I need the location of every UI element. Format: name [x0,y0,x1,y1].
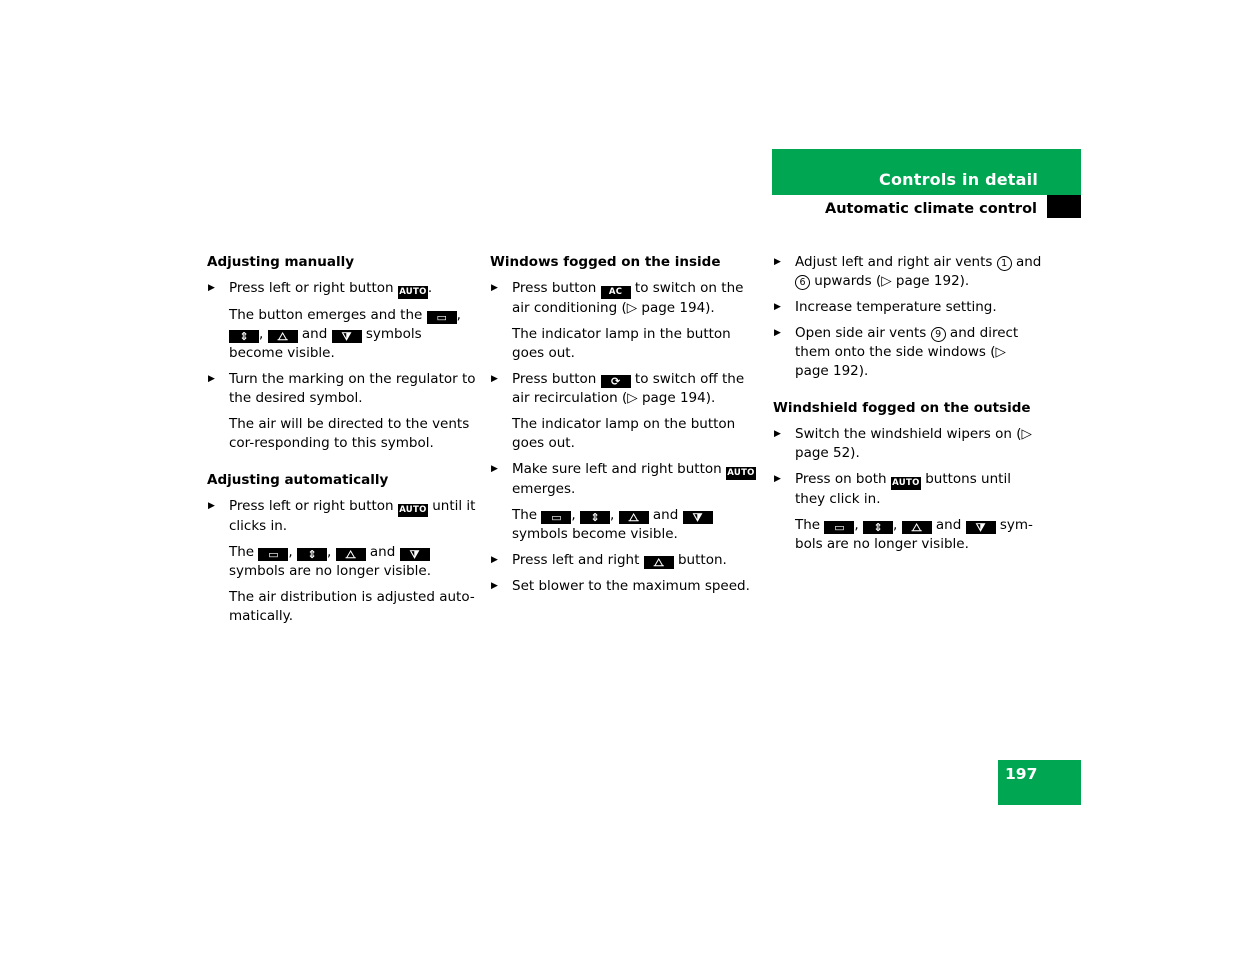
result-text: The ▭ , ⇕ , ⧍ and ⧩ sym-bols are no longer visible. [795,517,1033,552]
bullet-arrow-icon: ▶ [774,429,781,439]
bullet-arrow-icon: ▶ [208,501,215,511]
auto-button-icon: AUTO [892,478,920,488]
auto-button-icon: AUTO [399,505,427,515]
bullet-item: ▶ Press left or right button AUTO until it clicks in. [208,498,476,534]
up-symbol-icon: ⧍ [644,556,674,569]
bullet-item: ▶ Increase temperature setting. [774,299,997,315]
heading-adjusting-manually: Adjusting manually [207,254,355,270]
header-section-title: Controls in detail [879,170,1038,189]
vent-1-icon: 1 [997,256,1012,271]
vent-9-icon: 9 [931,327,946,342]
bullet-item: ▶ Press left and right ⧍ button. [491,552,727,569]
bullet-arrow-icon: ▶ [491,464,498,474]
defrost-symbol-icon: ▭ [427,311,457,324]
bullet-arrow-icon: ▶ [491,374,498,384]
bullet-item: ▶ Press button ⟳ to switch off the air recirculation (▷ page 194). [491,371,745,406]
defrost-symbol-icon: ▭ [541,511,571,524]
down-symbol-icon: ⧩ [683,511,713,524]
bullet-arrow-icon: ▶ [774,328,781,338]
down-symbol-icon: ⧩ [400,548,430,561]
result-text: The air will be directed to the vents cor-responding to this symbol. [229,416,470,451]
up-down-symbol-icon: ⇕ [863,521,893,534]
header-subtitle-bar [772,195,1047,218]
header-black-tab [1047,195,1081,218]
result-text: The indicator lamp in the button goes out. [512,326,731,361]
bullet-item: ▶ Press button AC to switch on the air conditioning (▷ page 194). [491,280,744,316]
result-text: The button emerges and the ▭ , ⇕ , ⧍ and ⧩ symbols become visible. [229,307,461,361]
bullet-item: ▶ Turn the marking on the regulator to the desired symbol. [208,371,476,406]
bullet-arrow-icon: ▶ [208,374,215,384]
column-1 [207,253,477,633]
column-2 [490,253,760,603]
bullet-item: ▶ Switch the windshield wipers on (▷ page 52). [774,426,1032,461]
bullet-arrow-icon: ▶ [208,283,215,293]
bullet-item: ▶ Make sure left and right button AUTO emerges. [491,461,755,497]
page-number-box [998,760,1081,805]
bullet-item: ▶ Adjust left and right air vents 1 and 6 upwards (▷ page 192). [774,254,1042,289]
bullet-item: ▶ Press on both AUTO buttons until they click in. [774,471,1011,507]
up-down-symbol-icon: ⇕ [580,511,610,524]
up-down-symbol-icon: ⇕ [297,548,327,561]
down-symbol-icon: ⧩ [966,521,996,534]
recirculation-button-icon: ⟳ [601,375,631,388]
up-symbol-icon: ⧍ [619,511,649,524]
bullet-arrow-icon: ▶ [774,302,781,312]
auto-button-icon: AUTO [399,287,427,297]
defrost-symbol-icon: ▭ [258,548,288,561]
bullet-arrow-icon: ▶ [491,283,498,293]
auto-button-icon: AUTO [727,468,755,478]
down-symbol-icon: ⧩ [332,330,362,343]
bullet-item: ▶ Open side air vents 9 and direct them onto the side windows (▷ page 192). [774,325,1019,379]
result-text: The air distribution is adjusted auto-matically. [229,589,475,624]
bullet-arrow-icon: ▶ [491,555,498,565]
bullet-arrow-icon: ▶ [491,581,498,591]
defrost-symbol-icon: ▭ [824,521,854,534]
up-symbol-icon: ⧍ [336,548,366,561]
heading-adjusting-automatically: Adjusting automatically [207,472,389,488]
up-down-symbol-icon: ⇕ [229,330,259,343]
page-number: 197 [1005,765,1038,783]
result-text: The ▭ , ⇕ , ⧍ and ⧩ symbols become visible. [490,506,760,544]
vent-6-icon: 6 [795,275,810,290]
bullet-item: ▶ Set blower to the maximum speed. [491,578,750,594]
column-3 [773,253,1043,561]
up-symbol-icon: ⧍ [902,521,932,534]
ac-off-button-icon: AC [601,286,631,299]
header-subtitle: Automatic climate control [824,201,1037,217]
bullet-arrow-icon: ▶ [774,474,781,484]
up-symbol-icon: ⧍ [268,330,298,343]
result-text: The ▭ , ⇕ , ⧍ and ⧩ symbols are no longer visible. [229,544,432,579]
heading-windshield-fogged-outside: Windshield fogged on the outside [773,400,1031,416]
bullet-arrow-icon: ▶ [774,257,781,267]
header-section-bar [772,149,1081,195]
heading-windows-fogged-inside: Windows fogged on the inside [490,254,721,270]
bullet-item: ▶ Press left or right button AUTO. [208,280,433,297]
result-text: The indicator lamp on the button goes out. [512,416,736,451]
